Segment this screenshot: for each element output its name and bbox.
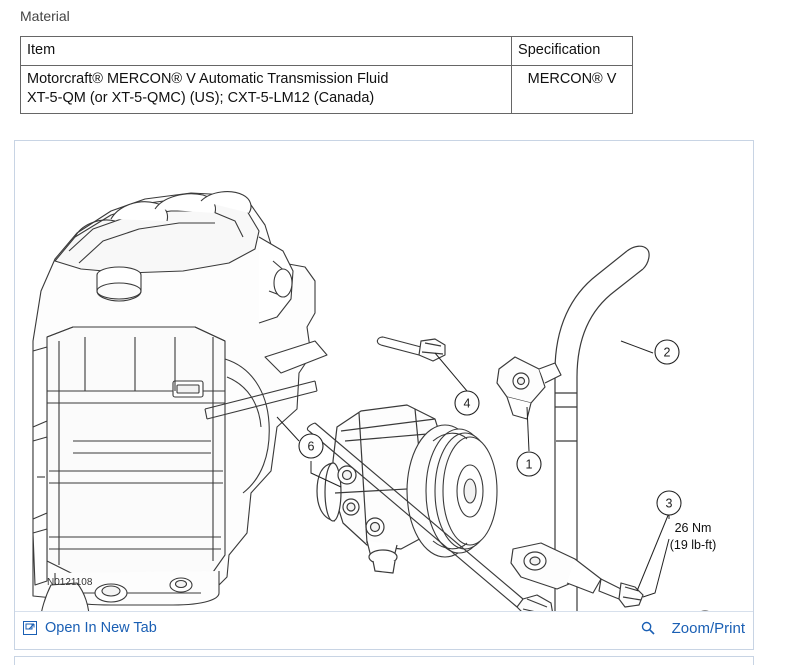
power-steering-pump-diagram	[15, 141, 753, 611]
figure-illustration	[15, 141, 753, 611]
zoom-print-link[interactable]: Zoom/Print	[671, 620, 745, 637]
torque-3-line1: 26 Nm	[674, 521, 712, 535]
callout-1	[517, 452, 541, 476]
figure-footer	[15, 611, 753, 649]
callout-4-upper-label: 4	[463, 396, 471, 411]
bolt-4-upper	[377, 337, 445, 361]
bolt-3	[599, 579, 643, 607]
torque-3-line2: (19 lb-ft)	[669, 538, 717, 552]
callout-1-label: 1	[525, 457, 533, 472]
callout-2	[655, 340, 679, 364]
engine-housing-group	[33, 192, 315, 611]
callout-2-label: 2	[663, 345, 671, 360]
column-header-item: Item	[21, 37, 512, 66]
callout-6-label: 6	[307, 439, 315, 454]
pump-inlet-fitting	[497, 357, 561, 419]
callout-3-label: 3	[665, 496, 673, 511]
table-header-row	[21, 37, 633, 66]
next-section-panel	[14, 656, 754, 665]
material-specification-table	[20, 36, 633, 114]
cell-item	[21, 65, 512, 113]
magnifier-icon[interactable]	[641, 621, 655, 635]
cell-specification: MERCON® V	[512, 65, 633, 113]
column-header-specification: Specification	[512, 37, 633, 66]
item-line-1: Motorcraft® MERCON® V Automatic Transmission Fluid	[27, 70, 389, 87]
open-in-new-tab-link[interactable]: Open In New Tab	[45, 620, 157, 636]
figure-code: N0121108	[47, 577, 93, 588]
figure-panel	[14, 140, 754, 650]
open-in-new-tab-icon[interactable]	[23, 621, 37, 635]
bracket-ear-lower	[511, 543, 601, 593]
callout-6	[299, 434, 323, 458]
section-label: Material	[20, 8, 70, 24]
callout-3	[657, 491, 681, 515]
item-line-2: XT-5-QM (or XT-5-QMC) (US); CXT-5-LM12 (Canada)	[27, 90, 375, 107]
pump-pulley	[407, 425, 497, 557]
table-row	[21, 65, 633, 113]
callout-4-upper	[455, 391, 479, 415]
